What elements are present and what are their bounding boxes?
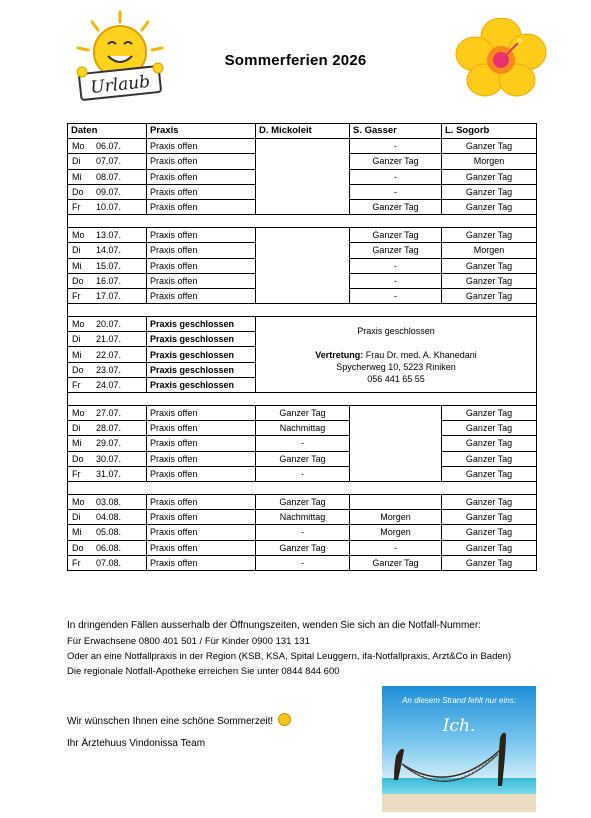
sogorb-cell: Ganzer Tag [442,525,537,540]
date-cell [68,258,147,273]
date: 22.07. [96,349,122,360]
weekday: Di [72,423,81,434]
date: 10.07. [96,202,122,213]
sogorb-cell: Ganzer Tag [442,451,537,466]
date: 27.07. [96,408,122,419]
date: 04.08. [96,512,122,523]
emergency-pharmacy: Die regionale Notfall-Apotheke erreichen Sie unter 0844 844 600 [67,666,340,677]
weekday: Di [72,334,81,345]
gasser-cell: - [350,139,442,154]
praxis-cell: Praxis offen [147,436,256,451]
smiley-icon [278,713,291,726]
gasser-cell: Ganzer Tag [350,243,442,258]
mickoleit-cell: - [256,555,350,570]
date-cell [68,228,147,243]
mickoleit-cell: Nachmittag [256,510,350,525]
weekday: Mo [72,408,85,419]
vertretung-address: Spycherweg 10, 5223 Riniken [336,361,456,372]
date-cell [68,540,147,555]
date: 08.07. [96,171,122,182]
table-row [68,525,537,540]
gasser-cell: Ganzer Tag [350,154,442,169]
gasser-cell: - [350,258,442,273]
emergency-intro: In dringenden Fällen ausserhalb der Öffnungszeiten, wenden Sie sich an die Notfall-Nummer: [67,620,481,631]
closed-status: Praxis geschlossen [357,325,435,336]
beach-ich-text: Ich. [442,716,476,736]
page-title: Sommerferien 2026 [224,52,367,69]
praxis-cell: Praxis offen [147,494,256,509]
date: 13.07. [96,230,122,241]
vertretung-name: Frau Dr. med. A. Khanedani [365,349,477,360]
table-row [68,436,537,451]
praxis-cell: Praxis offen [147,154,256,169]
mickoleit-cell: - [256,525,350,540]
date: 28.07. [96,423,122,434]
praxis-cell: Praxis offen [147,555,256,570]
weekday: Mi [72,527,82,538]
header-praxis: Praxis [147,124,256,139]
vertretung-phone: 056 441 65 55 [367,373,425,384]
week-separator [68,304,537,317]
weekday: Mo [72,230,85,241]
gasser-cell: - [350,540,442,555]
praxis-cell: Praxis offen [147,406,256,421]
separator-cell [68,215,537,228]
praxis-cell: Praxis geschlossen [147,347,256,362]
weekday: Fr [72,557,81,568]
gasser-cell: Ganzer Tag [350,199,442,214]
week-separator [68,481,537,494]
praxis-cell: Praxis offen [147,421,256,436]
summer-wish-text: Wir wünschen Ihnen eine schöne Sommerzeit! [67,716,274,727]
date-cell [68,377,147,392]
emergency-info [67,618,511,679]
date: 21.07. [96,334,122,345]
header-mickoleit: D. Mickoleit [256,124,350,139]
date-cell [68,510,147,525]
praxis-cell: Praxis geschlossen [147,377,256,392]
date-cell [68,243,147,258]
date: 07.08. [96,557,122,568]
weekday: Fr [72,379,81,390]
gasser-cell: - [350,184,442,199]
mickoleit-cell: Ganzer Tag [256,406,350,421]
gasser-empty-cell [350,406,442,482]
mickoleit-cell: Ganzer Tag [256,451,350,466]
header-gasser: S. Gasser [350,124,442,139]
gasser-cell [350,494,442,509]
weekday: Di [72,245,81,256]
weekday: Mo [72,497,85,508]
praxis-cell: Praxis offen [147,525,256,540]
gasser-cell: - [350,273,442,288]
weekday: Fr [72,202,81,213]
date-cell [68,494,147,509]
separator-cell [68,481,537,494]
praxis-cell: Praxis offen [147,466,256,481]
weekday: Mi [72,349,82,360]
date: 03.08. [96,497,122,508]
date-cell [68,154,147,169]
weekday: Do [72,542,84,553]
gasser-cell: Morgen [350,510,442,525]
sogorb-cell: Ganzer Tag [442,169,537,184]
weekday: Mo [72,141,85,152]
header-daten: Daten [68,124,147,139]
weekday: Mi [72,260,82,271]
emergency-practices: Oder an eine Notfallpraxis in der Region (KSB, KSA, Spital Leuggern, ifa-Notfallpraxis, Arzt&Co in Baden) [67,651,512,662]
table-header-row [68,124,537,139]
weekday: Do [72,364,84,375]
sogorb-cell: Ganzer Tag [442,184,537,199]
sogorb-cell: Morgen [442,154,537,169]
date: 06.08. [96,542,122,553]
date-cell [68,362,147,377]
date: 24.07. [96,379,122,390]
date-cell [68,199,147,214]
date: 16.07. [96,275,122,286]
sogorb-cell: Ganzer Tag [442,139,537,154]
table-row [68,139,537,154]
header-sogorb: L. Sogorb [442,124,537,139]
praxis-cell: Praxis offen [147,243,256,258]
date-cell [68,436,147,451]
sogorb-cell: Ganzer Tag [442,540,537,555]
vertretung-line [259,349,533,361]
mickoleit-cell: - [256,466,350,481]
separator-cell [68,393,537,406]
praxis-cell: Praxis geschlossen [147,332,256,347]
date-cell [68,525,147,540]
table-row [68,540,537,555]
date: 07.07. [96,156,122,167]
date: 06.07. [96,141,122,152]
sogorb-cell: Ganzer Tag [442,436,537,451]
table-row [68,317,537,332]
urlaub-logo-text: Urlaub [89,71,152,99]
weekday: Mi [72,171,82,182]
mickoleit-cell: Nachmittag [256,421,350,436]
praxis-cell: Praxis offen [147,273,256,288]
schedule-table [67,123,537,571]
praxis-cell: Praxis offen [147,510,256,525]
date: 23.07. [96,364,122,375]
praxis-cell: Praxis offen [147,184,256,199]
sogorb-cell: Ganzer Tag [442,510,537,525]
date-cell [68,451,147,466]
sogorb-cell: Ganzer Tag [442,494,537,509]
weekday: Fr [72,290,81,301]
weekday: Do [72,186,84,197]
praxis-cell: Praxis offen [147,288,256,303]
table-row [68,406,537,421]
sogorb-cell: Ganzer Tag [442,199,537,214]
date: 09.07. [96,186,122,197]
date-cell [68,139,147,154]
praxis-cell: Praxis offen [147,451,256,466]
team-signature: Ihr Ärztehuus Vindonissa Team [67,738,206,749]
table-row [68,510,537,525]
weekday: Mo [72,319,85,330]
date-cell [68,406,147,421]
date: 05.08. [96,527,122,538]
sogorb-cell: Morgen [442,243,537,258]
date-cell [68,317,147,332]
week-separator [68,215,537,228]
date-cell [68,466,147,481]
praxis-cell: Praxis offen [147,169,256,184]
gasser-cell: - [350,169,442,184]
date-cell [68,288,147,303]
gasser-cell: Ganzer Tag [350,555,442,570]
date: 31.07. [96,468,122,479]
date: 15.07. [96,260,122,271]
praxis-cell: Praxis offen [147,540,256,555]
closed-notice-cell [256,317,537,393]
emergency-numbers: Für Erwachsene 0800 401 501 / Für Kinder 0900 131 131 [67,636,310,647]
praxis-cell: Praxis offen [147,228,256,243]
date-cell [68,555,147,570]
mickoleit-empty-cell [256,228,350,304]
sogorb-cell: Ganzer Tag [442,421,537,436]
sogorb-cell: Ganzer Tag [442,273,537,288]
table-row [68,228,537,243]
date-cell [68,169,147,184]
praxis-cell: Praxis offen [147,139,256,154]
weekday: Do [72,275,84,286]
praxis-cell: Praxis geschlossen [147,362,256,377]
gasser-cell: Morgen [350,525,442,540]
separator-cell [68,304,537,317]
sogorb-cell: Ganzer Tag [442,228,537,243]
date: 14.07. [96,245,122,256]
sogorb-cell: Ganzer Tag [442,466,537,481]
sogorb-cell: Ganzer Tag [442,555,537,570]
weekday: Di [72,512,81,523]
table-row [68,494,537,509]
mickoleit-cell: Ganzer Tag [256,540,350,555]
weekday: Di [72,156,81,167]
praxis-cell: Praxis offen [147,199,256,214]
date-cell [68,332,147,347]
gasser-cell: Ganzer Tag [350,228,442,243]
sogorb-cell: Ganzer Tag [442,258,537,273]
weekday: Do [72,453,84,464]
beach-image [382,686,536,812]
mickoleit-empty-cell [256,139,350,215]
date: 17.07. [96,290,122,301]
weekday: Fr [72,468,81,479]
date: 30.07. [96,453,122,464]
mickoleit-cell: - [256,436,350,451]
date-cell [68,347,147,362]
table-row [68,466,537,481]
weekday: Mi [72,438,82,449]
date-cell [68,421,147,436]
gasser-cell: - [350,288,442,303]
praxis-cell: Praxis offen [147,258,256,273]
date: 20.07. [96,319,122,330]
table-row [68,555,537,570]
sogorb-cell: Ganzer Tag [442,288,537,303]
date-cell [68,273,147,288]
week-separator [68,393,537,406]
table-row [68,451,537,466]
date-cell [68,184,147,199]
summer-wish [67,713,291,727]
sogorb-cell: Ganzer Tag [442,406,537,421]
beach-caption: An diesem Strand fehlt nur eins: [402,696,516,705]
praxis-cell: Praxis geschlossen [147,317,256,332]
table-row [68,421,537,436]
vertretung-label: Vertretung: [315,349,364,360]
date: 29.07. [96,438,122,449]
mickoleit-cell: Ganzer Tag [256,494,350,509]
